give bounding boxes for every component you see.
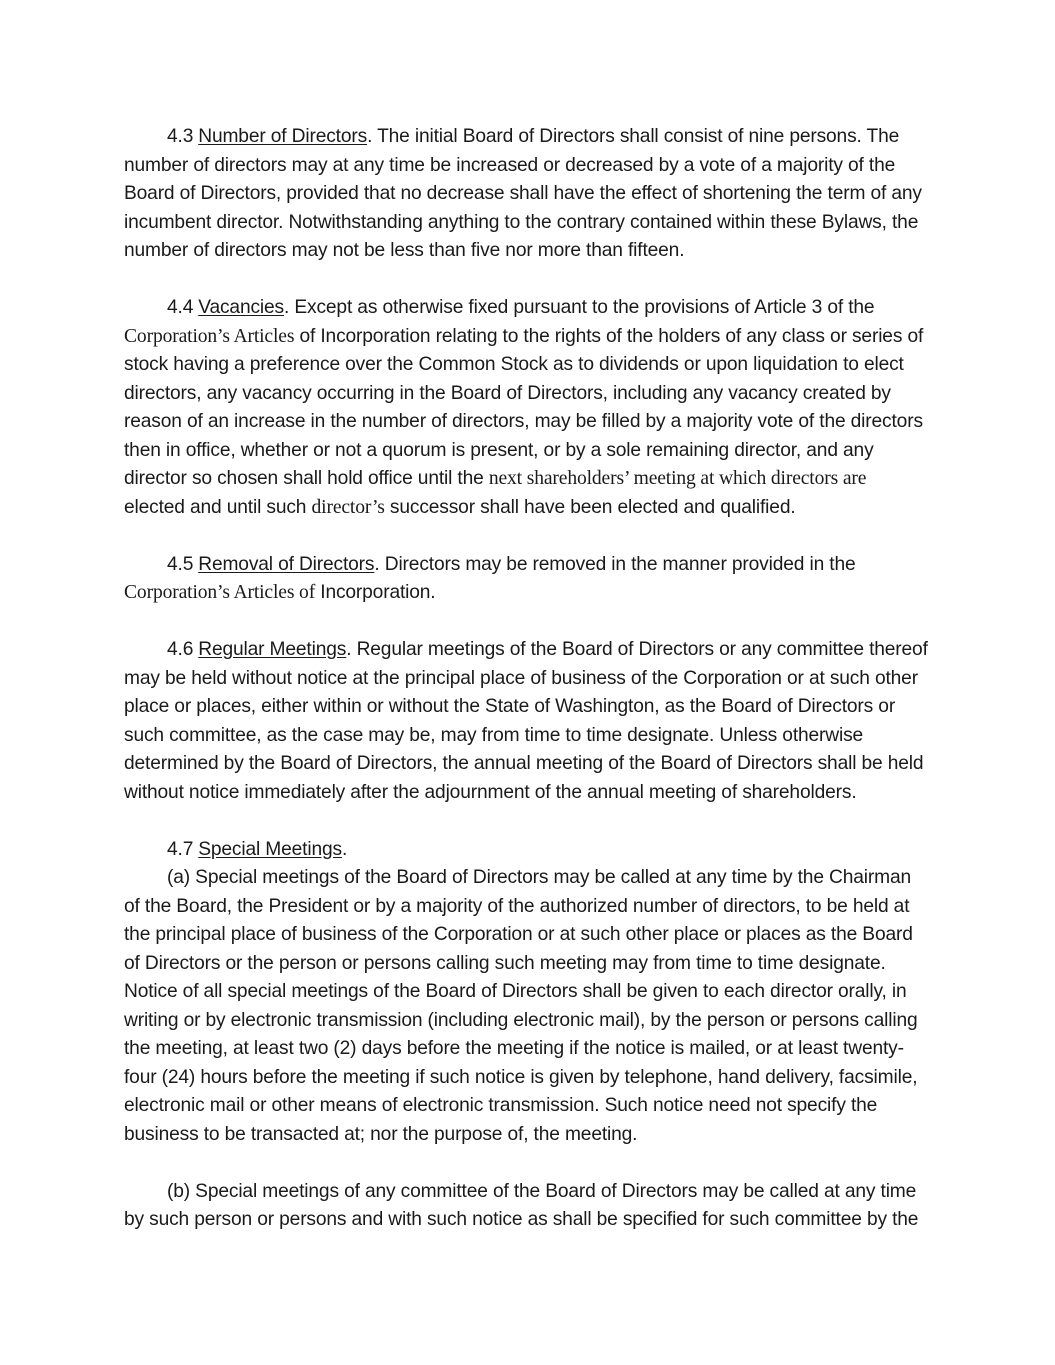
section-4-7 xyxy=(124,836,929,865)
section-4-3 xyxy=(124,123,929,266)
section-body: of Incorporation relating to the rights of the holders of any class or series of stock having a preference over the Common Stock as to dividends or upon liquidation to elect directors, any vacancy occurring in the Board of Directors, including any vacancy created by reason of an increase in the number of directors, may be filled by a majority vote of the directors then in office, whether or not a quorum is present, or by a sole remaining director, and any director so chosen shall hold office until the xyxy=(124,325,924,489)
section-4-5 xyxy=(124,551,929,608)
section-number: 4.5 xyxy=(167,553,194,575)
section-heading: Special Meetings xyxy=(198,838,342,860)
section-number: 4.3 xyxy=(167,126,194,147)
section-body-serif: Corporation’s Articles of xyxy=(124,582,316,603)
section-body: successor shall have been elected and qualified. xyxy=(384,496,796,518)
section-number: 4.7 xyxy=(167,838,194,860)
section-body: elected and until such xyxy=(124,496,312,518)
section-4-6 xyxy=(124,636,929,807)
section-number: 4.4 xyxy=(167,297,194,318)
section-body: . Regular meetings of the Board of Directors or any committee thereof may be held without notice at the principal place of business of the Corporation or at such other place or places, either within or without the State of Washington, as the Board of Directors or such committee, as the case may be, may from time to time designate. Unless otherwise determined by the Board of Directors, the annual meeting of the Board of Directors shall be held without notice immediately after the adjournment of the annual meeting of shareholders. xyxy=(124,639,928,803)
section-heading: Removal of Directors xyxy=(198,553,375,575)
section-number: 4.6 xyxy=(167,639,194,660)
section-body-serif: Corporation’s Articles xyxy=(124,325,295,347)
section-body-serif: director’s xyxy=(311,496,385,518)
section-heading-end: . xyxy=(341,838,348,860)
section-heading: Number of Directors xyxy=(198,126,368,147)
section-body: . Directors may be removed in the manner provided in the xyxy=(374,553,856,575)
section-4-7-a: (a) Special meetings of the Board of Directors may be called at any time by the Chairman of the Board, the President or by a majority of the authorized number of directors, to be held at the principal place of business of the Corporation or at such other place or places as the Board of Directors or the person or persons calling such meeting may from time to time designate. Notice of all special meetings of the Board of Directors shall be given to each director orally, in writing or by electronic transmission (including electronic mail), by the person or persons calling the meeting, at least two (2) days before the meeting if the notice is mailed, or at least twenty-four (24) hours before the meeting if such notice is given by telephone, hand delivery, facsimile, electronic mail or other means of electronic transmission. Such notice need not specify the business to be transacted at; nor the purpose of, the meeting. xyxy=(124,867,918,1145)
section-body: Incorporation. xyxy=(315,582,436,603)
section-body: . The initial Board of Directors shall consist of nine persons. The number of directors may at any time be increased or decreased by a vote of a majority of the Board of Directors, provided that no decrease shall have the effect of shortening the term of any incumbent director. Notwithstanding anything to the contrary contained within these Bylaws, the number of directors may not be less than five nor more than fifteen. xyxy=(124,126,922,261)
section-heading: Regular Meetings xyxy=(198,639,347,660)
section-4-4 xyxy=(124,294,929,522)
section-4-7-b: (b) Special meetings of any committee of the Board of Directors may be called at any time by such person or persons and with such notice as shall be specified for such committee by the xyxy=(124,1180,919,1230)
section-heading: Vacancies xyxy=(198,297,284,318)
section-body: . Except as otherwise fixed pursuant to the provisions of Article 3 of the xyxy=(284,297,875,318)
document-page xyxy=(124,123,929,1235)
section-body-serif: next shareholders’ meeting at which directors are xyxy=(488,468,867,489)
